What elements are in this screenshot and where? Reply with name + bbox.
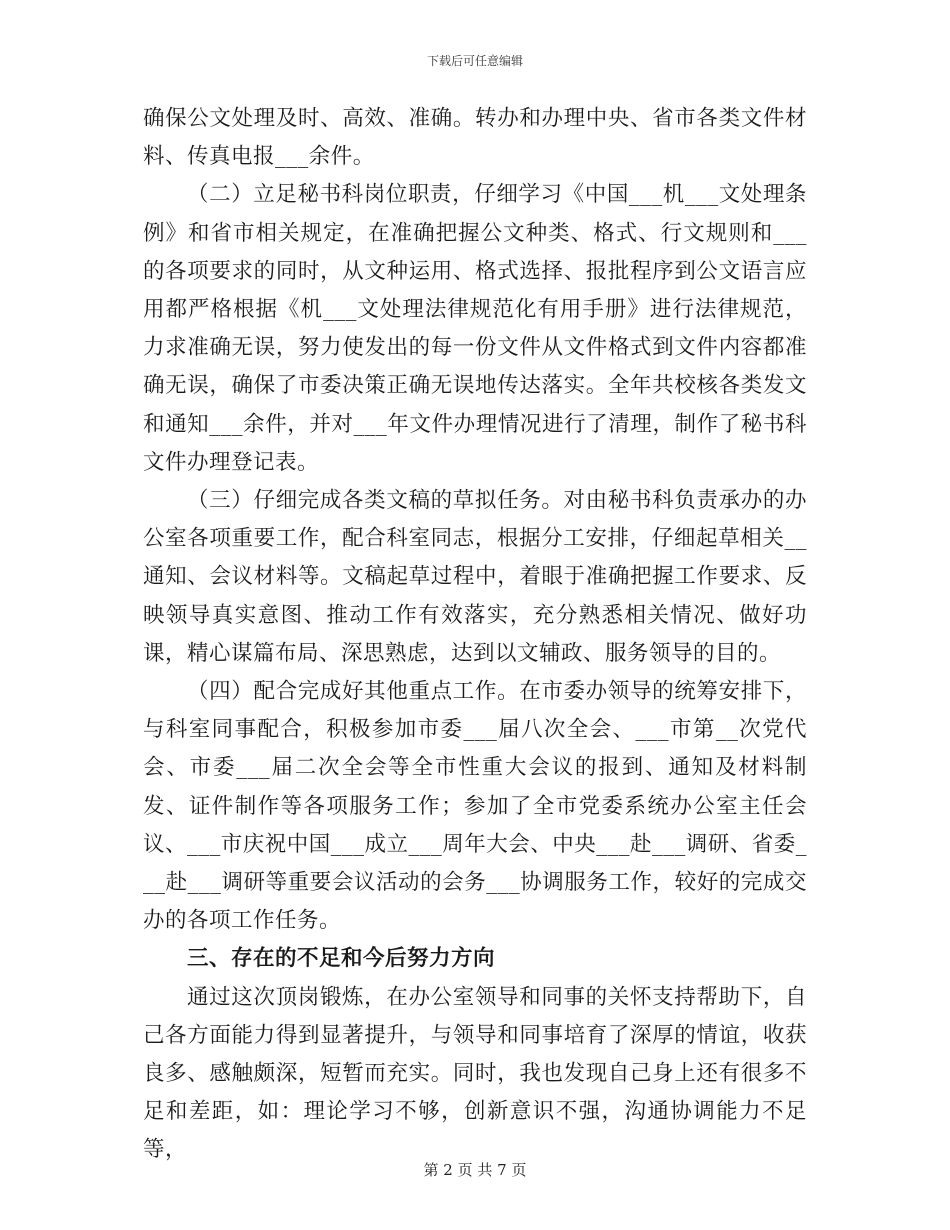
page-header-note: 下载后可任意编辑 <box>426 54 523 68</box>
page-number-footer: 第 2 页 共 7 页 <box>423 1161 527 1179</box>
section-heading-3: 三、存在的不足和今后努力方向 <box>187 946 496 972</box>
paragraph-section-2: （二）立足秘书科岗位职责，仔细学习《中国___机___文处理条例》和省市相关规定，在准确把握公文种类、格式、行文规则和___的各项要求的同时，从文种运用、格式选择、报批程序到公文语言应用都严格根据《机___文处理法律规范化有用手册》进行法律规范，力求准确无误，努力使发出的每一份文件从文件格式到文件内容都准确无误，确保了市委决策正确无误地传达落实。全年共校核各类发文和通知___余件，并对___年文件办理情况进行了清理，制作了秘书科文件办理登记表。 <box>143 182 807 475</box>
paragraph-section-3: （三）仔细完成各类文稿的草拟任务。对由秘书科负责承办的办公室各项重要工作，配合科室同志，根据分工安排，仔细起草相关__通知、会议材料等。文稿起草过程中，着眼于准确把握工作要求、反映领导真实意图、推动工作有效落实，充分熟悉相关情况、做好功课，精心谋篇布局、深思熟虑，达到以文辅政、服务领导的目的。 <box>143 488 807 666</box>
paragraph-section-4: （四）配合完成好其他重点工作。在市委办领导的统筹安排下，与科室同事配合，积极参加市委___届八次全会、___市第__次党代会、市委___届二次全会等全市性重大会议的报到、通知及材料制发、证件制作等各项服务工作；参加了全市党委系统办公室主任会议、___市庆祝中国___成立___周年大会、中央___赴___调研、省委___赴___调研等重要会议活动的会务___协调服务工作，较好的完成交办的各项工作任务。 <box>143 679 808 934</box>
paragraph-continuation: 确保公文处理及时、高效、准确。转办和办理中央、省市各类文件材料、传真电报___余件。 <box>143 106 807 170</box>
paragraph-shortcomings: 通过这次顶岗锻炼，在办公室领导和同事的关怀支持帮助下，自己各方面能力得到显著提升，与领导和同事培育了深厚的情谊，收获良多、感触颇深，短暂而充实。同时，我也发现自己身上还有很多不足和差距，如：理论学习不够，创新意识不强，沟通协调能力不足等， <box>143 984 807 1163</box>
document-body <box>143 100 807 1170</box>
